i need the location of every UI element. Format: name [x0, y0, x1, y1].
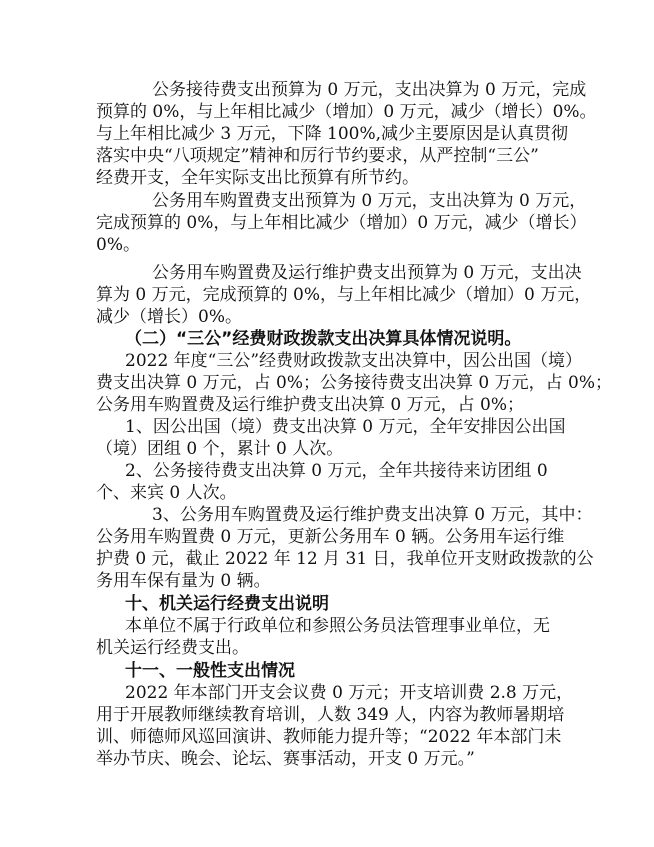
- paragraph-vehicle-purchase-line-2: 完成预算的 0%，与上年相比减少（增加）0 万元，减少（增长）: [96, 213, 587, 233]
- paragraph-vehicle-purchase-line-1: 公务用车购置费支出预算为 0 万元，支出决算为 0 万元，: [152, 191, 587, 211]
- paragraph-reception-line-3: 与上年相比减少 3 万元，下降 100%,减少主要原因是认真贯彻: [96, 124, 569, 144]
- list-item-3-line-3: 护费 0 元，截止 2022 年 12 月 31 日，我单位开支财政拨款的公: [96, 549, 594, 569]
- paragraph-general-line-2: 用于开展教师继续教育培训，人数 349 人，内容为教师暑期培: [96, 705, 565, 725]
- section-heading-three-public: （二）“三公”经费财政拨款支出决算具体情况说明。: [125, 329, 522, 349]
- paragraph-general-line-4: 举办节庆、晚会、论坛、赛事活动，开支 0 万元。”: [96, 749, 475, 769]
- paragraph-operating-line-1: 本单位不属于行政单位和参照公务员法管理事业单位，无: [125, 616, 550, 636]
- list-item-1-line-1: 1、因公出国（境）费支出决算 0 万元，全年安排因公出国: [125, 417, 566, 437]
- paragraph-reception-line-1: 公务接待费支出预算为 0 万元，支出决算为 0 万元，完成: [152, 80, 587, 100]
- list-item-3-line-1: 3、公务用车购置费及运行维护费支出决算 0 万元，其中：: [152, 505, 593, 525]
- list-item-2-line-2: 个、来宾 0 人次。: [96, 483, 237, 503]
- section-heading-ten: 十、机关运行经费支出说明: [125, 594, 329, 614]
- paragraph-summary-line-2: 费支出决算 0 万元，占 0%；公务接待费支出决算 0 万元，占 0%；: [96, 373, 612, 393]
- list-item-1-line-2: （境）团组 0 个，累计 0 人次。: [96, 439, 344, 459]
- paragraph-reception-line-2: 预算的 0%，与上年相比减少（增加）0 万元，减少（增长）0%。: [96, 102, 597, 122]
- paragraph-vehicle-purchase-line-3: 0%。: [96, 235, 140, 255]
- paragraph-vehicle-maintenance-line-1: 公务用车购置费及运行维护费支出预算为 0 万元，支出决: [152, 263, 582, 283]
- paragraph-summary-line-1: 2022 年度“三公”经费财政拨款支出决算中，因公出国（境）: [125, 351, 583, 371]
- list-item-3-line-2: 公务用车购置费 0 万元，更新公务用车 0 辆。公务用车运行维: [96, 527, 565, 547]
- paragraph-reception-line-4: 落实中央“八项规定”精神和厉行节约要求，从严控制“三公”: [96, 146, 539, 166]
- list-item-2-line-1: 2、公务接待费支出决算 0 万元，全年共接待来访团组 0: [125, 461, 548, 481]
- paragraph-summary-line-3: 公务用车购置费及运行维护费支出决算 0 万元，占 0%；: [96, 395, 524, 415]
- paragraph-general-line-3: 训、师德师风巡回演讲、教师能力提升等；“2022 年本部门未: [96, 727, 562, 747]
- paragraph-general-line-1: 2022 年本部门开支会议费 0 万元；开支培训费 2.8 万元，: [125, 683, 574, 703]
- list-item-3-line-4: 务用车保有量为 0 辆。: [96, 571, 271, 591]
- section-heading-eleven: 十一、一般性支出情况: [125, 661, 295, 681]
- paragraph-vehicle-maintenance-line-3: 减少（增长）0%。: [96, 307, 242, 327]
- paragraph-reception-line-5: 经费开支，全年实际支出比预算有所节约。: [96, 168, 419, 188]
- paragraph-operating-line-2: 机关运行经费支出。: [96, 638, 249, 658]
- paragraph-vehicle-maintenance-line-2: 算为 0 万元，完成预算的 0%，与上年相比减少（增加）0 万元，: [96, 285, 592, 305]
